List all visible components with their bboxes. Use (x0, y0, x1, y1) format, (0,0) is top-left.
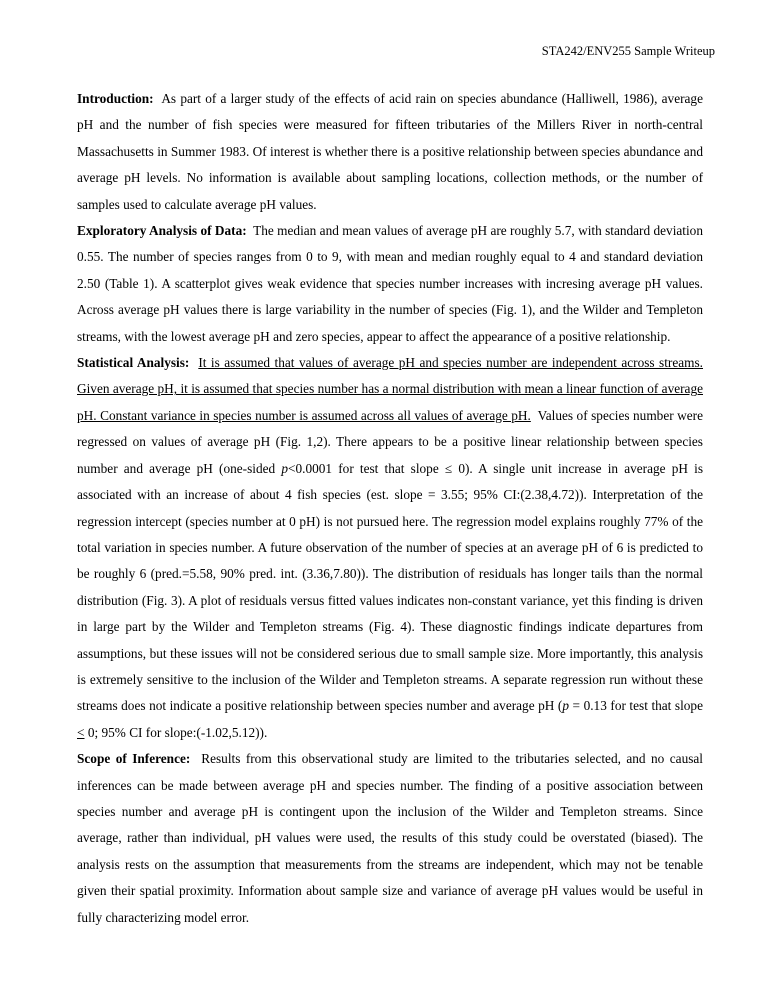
scope-text: Results from this observational study are limited to the tributaries selected, and no causal inferences can be made between average pH and species number. The finding of a positive association between species number and average pH is contingent upon the inclusion of the Wilder and Templeton streams. Since average, rather than individual, pH values were used, the results of this study could be overstated (biased). The analysis rests on the assumption that measurements from the streams are independent, which may not be tenable given their spatial proximity. Information about sample size and variance of average pH values would be useful in fully characterizing model error. (77, 751, 703, 925)
exploratory-heading: Exploratory Analysis of Data: (77, 223, 247, 239)
exploratory-text: The median and mean values of average pH are roughly 5.7, with standard deviation 0.55. The number of species ranges from 0 to 9, with mean and median roughly equal to 4 and standard deviation 2.50 (Table 1). A scatterplot gives weak evidence that species number increases with incresing average pH values. Across average pH values there is large variability in the number of species (Fig. 1), and the Wilder and Templeton streams, with the lowest average pH and zero species, appear to affect the appearance of a positive relationship. (77, 223, 703, 344)
introduction-heading: Introduction: (77, 91, 154, 106)
document-body (77, 86, 703, 931)
statistical-text-1: Values of species number were regressed on values of average pH (Fig. 1,2). There appears to be a positive linear relationship between species number and average pH (one-sided (77, 407, 703, 476)
less-equal-symbol: < (77, 724, 85, 740)
statistical-heading: Statistical Analysis: (77, 355, 190, 371)
introduction-text: As part of a larger study of the effects of acid rain on species abundance (Halliwell, 1986), average pH and the number of fish species were measured for fifteen tributaries of the Millers River in north-central Massachusetts in Summer 1983. Of interest is whether there is a positive relationship between species abundance and average pH levels. No information is available about sampling locations, collection methods, or the number of samples used to calculate average pH values. (77, 91, 703, 212)
scope-heading: Scope of Inference: (77, 751, 191, 767)
statistical-text-2: <0.0001 for test that slope ≤ 0). A single unit increase in average pH is associated with an increase of about 4 fish species (est. slope = 3.55; 95% CI:(2.38,4.72)). Interpretation of the regression intercept (species number at 0 pH) is not pursued here. The regression model explains roughly 77% of the total variation in species number. A future observation of the number of species at an average pH of 6 is predicted to be roughly 6 (pred.=5.58, 90% pred. int. (3.36,7.80)). The distribution of residuals has longer tails than the normal distribution (Fig. 3). A plot of residuals versus fitted values indicates non-constant variance, yet this finding is driven in large part by the Wilder and Templeton streams (Fig. 4). These diagnostic findings indicate departures from assumptions, but these issues will not be considered serious due to small sample size. More importantly, this analysis is extremely sensitive to the inclusion of the Wilder and Templeton streams. A separate regression run without these streams does not indicate a positive relationship between species number and average pH ( (77, 460, 703, 714)
exploratory-paragraph (77, 218, 703, 350)
assumptions-text: It is assumed that values of average pH and species number are independent across streams. Given average pH, it is assumed that species number has a normal distribution with mean a linear function of average pH. Constant variance in species number is assumed across all values of average pH. (77, 355, 703, 423)
p-value-symbol-2: p (562, 698, 570, 714)
statistical-text-4: 0; 95% CI for slope:(-1.02,5.12)). (84, 724, 268, 740)
statistical-text-3: = 0.13 for test that slope (569, 698, 703, 714)
statistical-paragraph (77, 350, 703, 746)
p-value-symbol: p (281, 460, 289, 476)
introduction-paragraph (77, 86, 703, 218)
scope-paragraph (77, 746, 703, 931)
running-header: STA242/ENV255 Sample Writeup (541, 44, 715, 58)
